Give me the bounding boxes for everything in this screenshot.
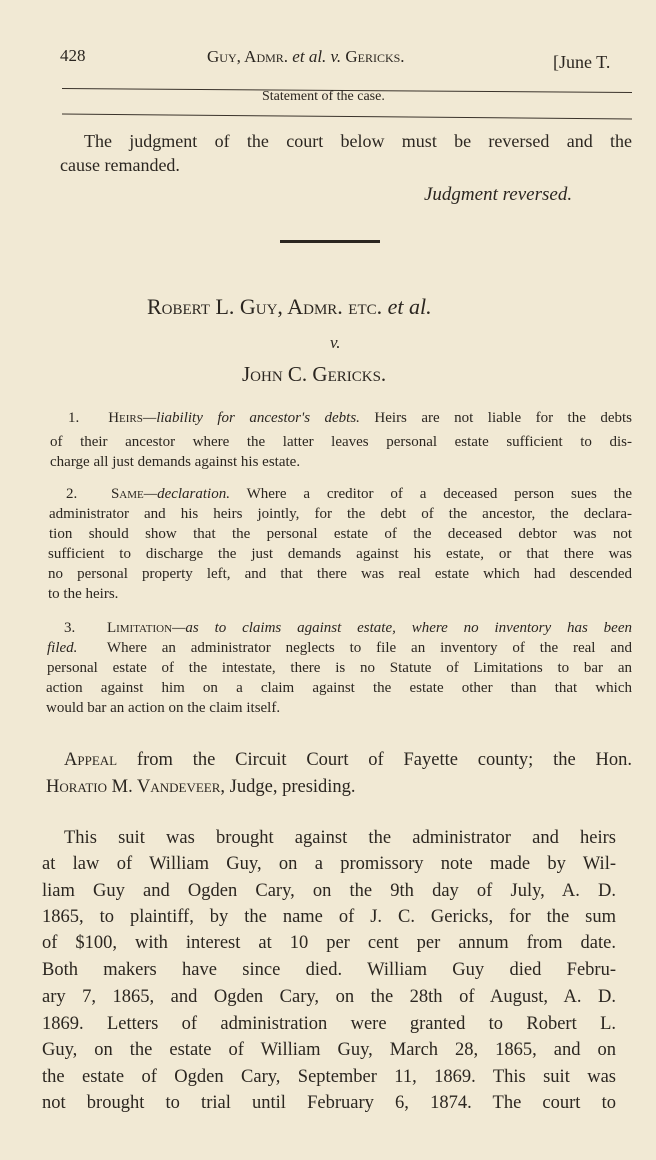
body-line: ary 7, 1865, and Ogden Cary, on the 28th of August, A. D. xyxy=(42,987,616,1007)
appeal-text: from the Circuit Court of Fayette county; the Hon. xyxy=(117,750,632,770)
body-line: not brought to trial until February 6, 1874. The court to xyxy=(42,1093,616,1113)
plaintiff-name: Robert L. Guy, Admr. etc. xyxy=(147,294,388,319)
headnote-subtopic: —declaration. xyxy=(143,486,230,502)
disposition: Judgment reversed. xyxy=(424,184,573,205)
running-title-part: Gericks. xyxy=(345,47,405,66)
text-line: The judgment of the court below must be reversed and the xyxy=(84,131,632,151)
body-line: at law of William Guy, on a promissory note made by Wil- xyxy=(42,854,616,874)
subheader: Statement of the case. xyxy=(262,89,385,104)
headnote-line: administrator and his heirs jointly, for the debt of the ancestor, the declara- xyxy=(49,506,632,522)
judge-name: Horatio M. Vandeveer, xyxy=(46,777,226,797)
text-line: cause remanded. xyxy=(60,155,180,175)
headnote-line: sufficient to discharge the just demands against his estate, or that there was xyxy=(48,546,632,562)
case-plaintiff xyxy=(147,294,432,320)
appeal-text: Judge, presiding. xyxy=(225,777,356,797)
running-title xyxy=(207,47,405,67)
headnote-line: personal estate of the intestate, there is no Statute of Limitations to bar an xyxy=(47,660,632,676)
body-line: Both makers have since died. William Guy died Febru- xyxy=(42,960,616,980)
case-defendant: John C. Gericks. xyxy=(242,362,387,386)
headnote-line xyxy=(64,620,632,637)
body-line: liam Guy and Ogden Cary, on the 9th day of July, A. D. xyxy=(42,881,616,901)
headnote-topic: Limitation xyxy=(106,620,173,636)
headnote-subtopic: —as to claims against estate, where no inventory has been xyxy=(172,620,632,636)
appeal-lead: Appeal xyxy=(64,750,118,770)
case-versus: v. xyxy=(330,333,341,352)
headnote-number: 2. xyxy=(66,486,78,502)
headnote-line: of their ancestor where the latter leaves personal estate sufficient to dis- xyxy=(50,434,632,450)
body-line: Guy, on the estate of William Guy, March 28, 1865, and on xyxy=(42,1040,616,1060)
headnote-subtopic: filed. xyxy=(47,640,78,656)
section-divider xyxy=(280,240,380,243)
body-line: 1865, to plaintiff, by the name of J. C. Gericks, for the sum xyxy=(42,907,616,927)
headnote-line xyxy=(47,640,632,657)
headnote-number: 1. xyxy=(68,410,80,426)
headnote-number: 3. xyxy=(64,620,76,636)
headnote-topic: Heirs xyxy=(108,410,143,426)
body-line: This suit was brought against the administrator and heirs xyxy=(64,828,616,848)
headnote-line: to the heirs. xyxy=(48,586,119,602)
plaintiff-etal: et al. xyxy=(387,294,432,319)
headnote-text: Where an administrator neglects to file an inventory of the real and xyxy=(106,640,633,656)
headnote-text: Heirs are not liable for the debts xyxy=(374,410,633,426)
headnote-topic: Same xyxy=(110,486,144,502)
headnote-line: tion should show that the personal estate of the deceased debtor was not xyxy=(49,526,632,542)
appeal-line xyxy=(46,777,356,798)
headnote-text: Where a creditor of a deceased person sues the xyxy=(246,486,632,502)
headnote-line: no personal property left, and that there was real estate which had descended xyxy=(48,566,632,582)
headnote-line xyxy=(68,410,632,427)
running-title-part: v. xyxy=(326,47,346,66)
body-line: the estate of Ogden Cary, September 11, 1869. This suit was xyxy=(42,1067,616,1087)
body-line: 1869. Letters of administration were granted to Robert L. xyxy=(42,1014,616,1034)
headnote-line: action against him on a claim against the estate other than that which xyxy=(46,680,632,696)
page-number: 428 xyxy=(60,46,86,65)
headnote-line: would bar an action on the claim itself. xyxy=(46,700,281,716)
headnote-line xyxy=(66,486,632,503)
term-label: [June T. xyxy=(553,52,611,72)
headnote-line: charge all just demands against his estate. xyxy=(50,454,301,470)
running-title-part: et al. xyxy=(292,47,327,66)
body-line: of $100, with interest at 10 per cent per annum from date. xyxy=(42,933,616,953)
header-rule-bottom xyxy=(62,114,632,120)
appeal-line xyxy=(64,750,632,771)
headnote-subtopic: —liability for ancestor's debts. xyxy=(142,410,360,426)
running-title-part: Guy, Admr. xyxy=(207,47,293,66)
